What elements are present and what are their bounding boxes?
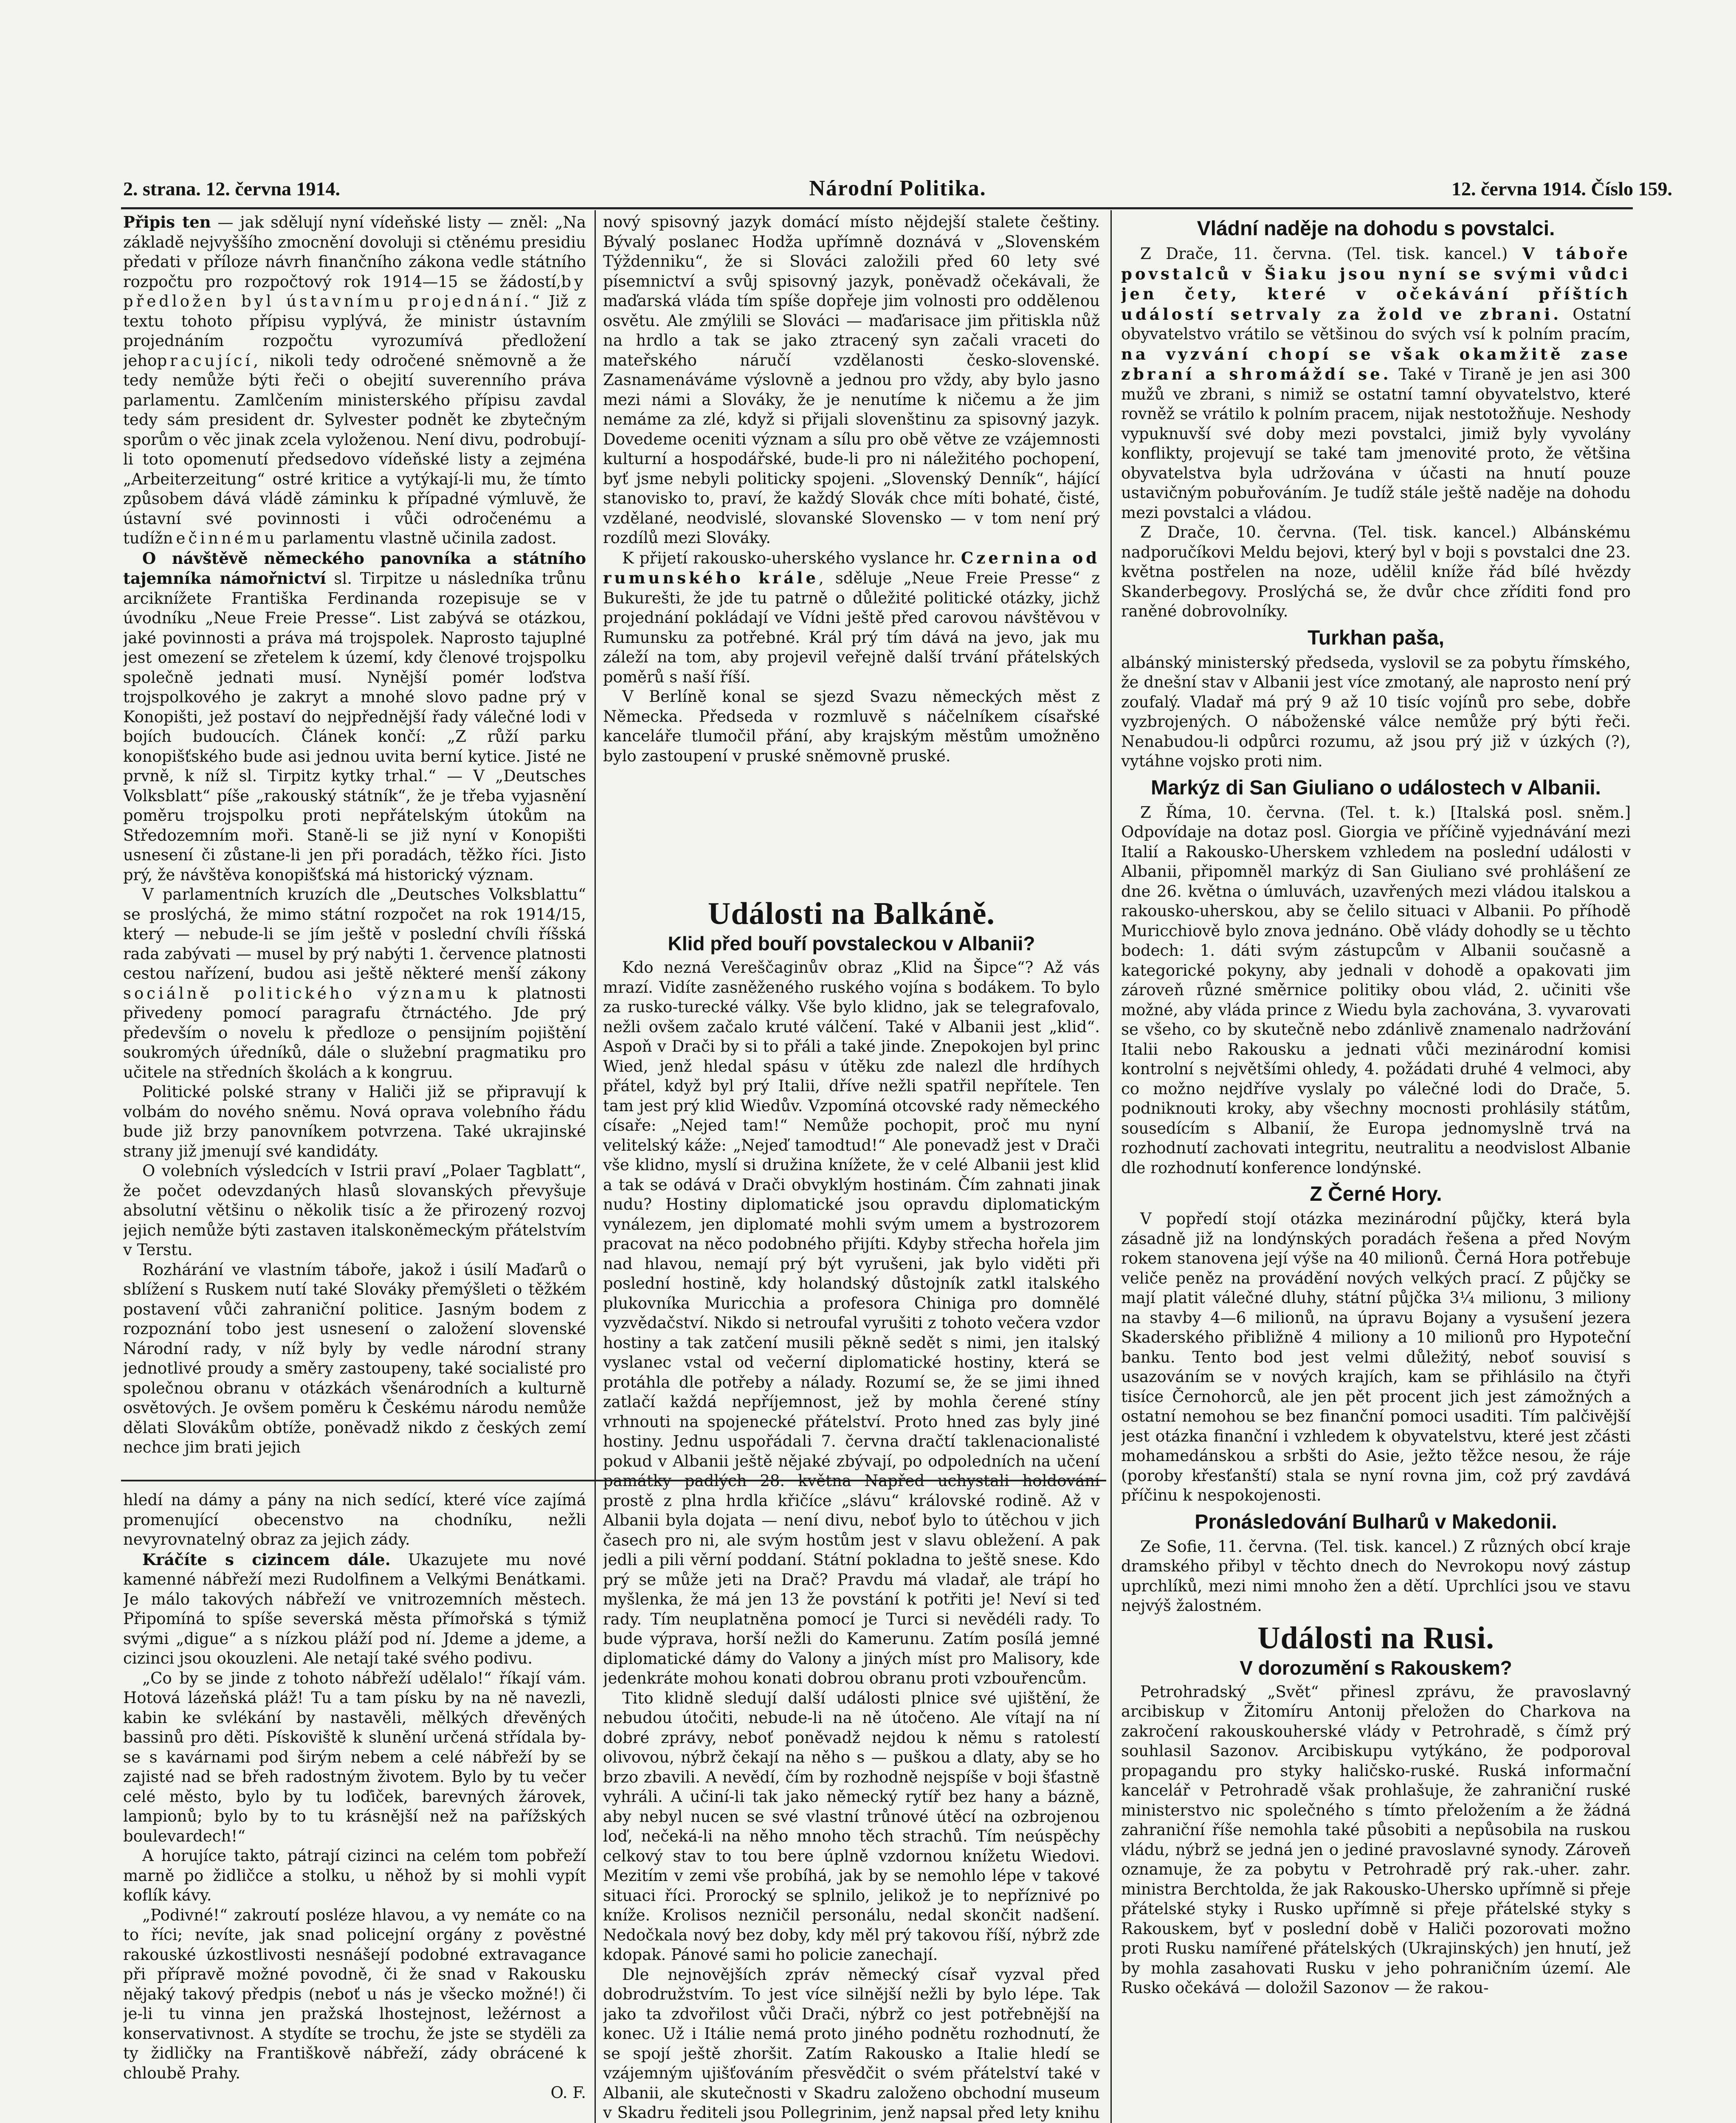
feuilleton-column (123, 1490, 586, 2123)
author-signature: O. F. (550, 2084, 586, 2102)
header-date-left: 2. strana. 12. června 1914. (123, 178, 341, 200)
article-headline: Z Černé Hory. (1310, 1183, 1442, 1205)
column-1-top (123, 212, 586, 1469)
feuilleton-paragraph: A horujíce takto, pátrají cizinci na celém tom pobřeží marně po židličce a stolku, u něhož by si mohli vypít koflík kávy. (123, 1847, 586, 1904)
article-paragraph: Připis ten — jak sdělují nyní vídeňské listy — zněl: „Na základě nejvyššího zmocnění dovoluji si ctěnému presidiu předati v příloze návrh finančního zákona vedle státního rozpočtu pro rozpočtový rok 1914—15 se žádostí,by předložen byl ústavnímu projednání.“ Již z textu tohoto přípisu vyplývá, že ministr ústavním projednáním rozpočtu vyrozumívá předložení jehopracující, nikoli tedy odročené sněmovně a že tedy nemůže býti řeči o obejití suverenního práva parlamentu. Zamlčením ministerského přípisu zavdal tedy sám president dr. Sylvester podnět ke zbytečným sporům o věc jinak zcela vyloženou. Není divu, podrobují-li toto opomenutí předsedovo vídeňské listy a zejména „Arbeiterzeitung“ ostré kritice a vytýkají-li mu, že tímto způsobem dává vládě záminku k případné výmluvě, že ústavní své povinnosti i vůči odročenému a tudížnečinnému parlamentu vlastně učinila zadost. (123, 213, 586, 547)
article-headline: Markýz di San Giuliano o událostech v Albanii. (1151, 776, 1601, 799)
column-2-balkan (603, 892, 1100, 2123)
feuilleton-paragraph: „Co by se jinde z tohoto nábřeží udělalo!“ říkají vám. Hotová lázeňská pláž! Tu a tam písku by na ně navezli, kabin ke svlékání by nastavěli, mělkých dřevěných bassinů pro děti. Pískoviště k slunění určená střídala by-se s kavárnami pod širým nebem a celé nábřeží by se zajisté nad se břeh radostným životem. Bylo by tu večer celé město, bylo by tu loďiček, barevných žárovek, lampionů; bylo by to tu krásnější než na pařížských boulevardech!“ (123, 1669, 586, 1845)
article-paragraph: Z Říma, 10. června. (Tel. t. k.) [Italská posl. sněm.] Odpovídaje na dotaz posl. Giorgia ve příčině vyjednávání mezi Italií a Rakousko-Uherskem vzhledem na poslední události v Albanii, připomněl markýz di San Giuliano své prohlášení ze dne 26. května o úmluvách, uzavřených mezi vládou italskou a rakousko-uherskou, aby se čelilo situaci v Albanii. Po příhodě Muricchiově bylo znova jednáno. Obě vlády dohodly se u těchto bodech: 1. dáti svým zástupcům v Albanii současně a kategorické pokyny, aby jednali v dohodě a opakovati jim zároveň různé směrnice politiky obou vlád, 2. učiniti vše možné, aby vláda prince z Wiedu byla zachována, 3. vyvarovati se všeho, co by skutečně nebo zdánlivě znamenalo nadržování Italii nebo Rakousku a jednati vůči mezinárodní komisi kontrolní s největšími ohledy, 4. požádati druhé 4 velmoci, aby co možno nejdříve vyslaly po válečné lodi do Drače, 5. podniknouti kroky, aby všechny mocnosti prohlásily státům, sousedícím s Albanií, že Europa jednomyslně trvá na rozhodnutí zachovati integritu, neutralitu a neodvislost Albanie dle rozhodnutí konference londýnské. (1121, 803, 1631, 1177)
article-paragraph: Rozhárání ve vlastním táboře, jakož i úsilí Maďarů o sblížení s Ruskem nutí také Slováky přemýšleti o těžkém postavení vůči zahraniční politice. Jasným bodem z rozpoznání tobo jest usnesení o založení slovenské Národní rady, v níž byly by vedle národní strany jednotlivé proudy a směry zastoupeny, také socialisté pro společnou obranu v otázkách všenárodních a kulturně osvětových. Je ovšem poměru k Českému národu nemůže dělati Slovákům obtíže, poněvadž nikdo z českých zemí nechce jim brati jejich (123, 1260, 586, 1456)
article-paragraph: V parlamentních kruzích dle „Deutsches Volksblattu“ se proslýchá, že mimo státní rozpočet na rok 1914/15, který — nebude-li se jím ještě v poslední chvíli říšská rada zabývati — musel by prý nabýti 1. července platnosti cestou nařízení, budou asi ještě některé menší zákony sociálně politického významu k platnosti přivedeny pomocí paragrafu čtrnáctého. Jde prý především o novelu k předloze o pensijním pojištění soukromých úředníků, dále o služební pragmatiku pro učitele na středních školách a k kongruu. (123, 885, 586, 1081)
article-paragraph: Politické polské strany v Haliči již se připravují k volbám do nového sněmu. Nová oprava volebního řádu bude již brzy panovníkem potvrzena. Také ukrajinské strany již jmenují své kandidáty. (123, 1083, 586, 1160)
article-headline: Klid před bouří povstaleckou v Albanii? (668, 932, 1035, 955)
feuilleton-paragraph: Kráčíte s cizincem dále. Ukazujete mu nové kamenné nábřeží mezi Rudolfinem a Velkými Benátkami. Je málo takových nábřeží ve vnitrozemních městech. Připomíná to spíše severská města přímořská s týmiž svými „digue“ a s nízkou pláží pod ní. Jdeme a jdeme, a cizinci jsou okouzleni. Ale netají také svého podivu. (123, 1550, 586, 1667)
header-rule (121, 207, 1633, 209)
article-paragraph: O návštěvě německého panovníka a státního tajemníka námořnictví sl. Tirpitze u následníka trůnu arciknížete Františka Ferdinanda rozepisuje se v úvodníku „Neue Freie Presse“. List zabývá se otázkou, jaké povinnosti a práva má trojspolek. Naprosto tajuplné jest omezení se zřetelem k území, kdy členové trojspolku společně jednati musí. Nynější pomér loďstva trojspolkového je zakryt a mnohé slovo padne prý v Konopišti, jež postaví do nejpřednější řady válečné lodi v bojích budoucích. Článek končí: „Z růží parku konopišťského bude asi jednou uvita berní kytice. Jisté ne prvně, k níž sl. Tirpitz kytky trhal.“ — V „Deutsches Volksblatt“ píše „rakouský státník“, že je třeba vyjasnění poměru trojspolku proti nepřátelským útokům na Středozemním moři. Staně-li se již nyní v Konopišti usnesení či zůstane-li jen při poradách, těžko říci. Jisto prý, že návštěva konopišťská má historický význam. (123, 549, 586, 884)
article-paragraph: Dle nejnovějších zpráv německý císař vyzval před dobrodružstvím. To jest více silnější nežli by bylo lépe. Tak jako ta zdvořilost vůči Drači, nýbrž co jest potřebnější na konec. Už i Itálie nemá proto jiného podnětu rozhodnutí, že se spojí ještě zhoršit. Zatím Rakousko a Italie hledí se vzájemným ujišťováním přesvědčit o svém přátelství také v Albanii, ale skutečnosti v Skadru založeno obchodní museum v Skadru řediteli jsou Pollegrinim, jenž napsal před lety knihu (603, 1965, 1100, 2122)
column-2-top (603, 212, 1100, 909)
masthead-title: Národní Politika. (809, 176, 986, 200)
article-paragraph: nový spisovný jazyk domácí místo nějdejší stalete češtiny. Bývalý poslanec Hodža upřímně doznává v „Slovenském Týždenniku“, že si Slováci založili před 60 lety své písemnictví a svůj spisovný jazyk, poněvadž očekávali, že maďarská vláda tím spíše dopřeje jim volnosti pro oddělenou osvětu. Ale zmýlili se Slováci — maďarisace jim přitiskla nůž na hrdlo a tak se jako ztracený syn začali vraceti do mateřského náručí vzdělanosti česko-slovenské. Zasnamenáváme výslovně a jednou pro vždy, aby bylo jasno mezi námi a Slováky, že je nenutíme k ničemu a že jim nemáme za zlé, když si přijali slovenštinu za spisovný jazyk. Dovedeme oceniti význam a sílu pro obě větve ze vzájemnosti kulturní a hospodářské, bude-li pro ni náležitého pochopení, byť jsme nebyli politicky spojeni. „Slovenský Denník“, hájící stanovisko to, praví, že každý Slovák chce míti bohaté, čisté, vzdělané, neodvislé, slovanské Slovensko — v tom není prý rozdílů mezi Slováky. (603, 213, 1100, 547)
article-headline: V dorozumění s Rakouskem? (1240, 1656, 1512, 1679)
article-paragraph: K přijetí rakousko-uherského vyslance hr. Czernina od rumunského krále, sděluje „Neue Freie Presse“ z Bukurešti, že jde tu patrně o důležité politické otázky, jichž projednání pokládají ve Vídni ještě před carovou návštěvou v Rumunsku za potřebné. Král prý tím dává na jevo, jak mu záleží na tom, aby projevil veřejně další trvání přátelských poměrů s naší říší. (603, 548, 1100, 686)
header-issue-number: 12. června 1914. Číslo 159. (1451, 178, 1672, 200)
article-paragraph: V Berlíně konal se sjezd Svazu německých měst z Německa. Předseda v rozmluvě s náčelníkem císařské kanceláře tlumočil přání, aby krajským městům umožněno bylo zastoupení v pruské sněmovně pruské. (603, 687, 1100, 765)
article-headline: Turkhan paša, (1308, 626, 1444, 649)
section-heading-russia: Události na Rusi. (1257, 1620, 1494, 1656)
article-headline: Pronásledování Bulharů v Makedonii. (1195, 1510, 1557, 1533)
article-paragraph: Ze Sofie, 11. června. (Tel. tisk. kancel.) Z různých obcí kraje dramského přibyl v těchto dnech do Nevrokopu nový zástup uprchlíků, mezi nimi mnoho žen a dětí. Uprchlíci jsou ve stavu nejvýš žalostném. (1121, 1537, 1631, 1615)
feuilleton-paragraph: hledí na dámy a pány na nich sedící, které více zajímá promenující obecenstvo na chodníku, nežli nevyrovnatelný obraz za jejich zády. (123, 1491, 586, 1549)
article-headline: Vládní naděje na dohodu s povstalci. (1197, 217, 1555, 240)
column-divider-1 (595, 210, 596, 2123)
article-paragraph: Z Drače, 10. června. (Tel. tisk. kancel.) Albánskému nadporučíkovi Meldu bejovi, který byl v boji s povstalci dne 23. května postřelen na noze, udělil kníže řád bílé hvězdy Skanderbegovy. Proslýchá se, že dvůr chce zříditi fond pro raněné dobrovolníky. (1121, 523, 1631, 620)
article-paragraph: Tito klidně sledují další události plnice své ujištění, že nebudou útočiti, nebude-li na ně útočeno. Ale vítají na ní dobré zprávy, neboť poněvadž nejdou k němu s ratolestí olivovou, nýbrž čekají na něho s — puškou a dlaty, aby se ho brzo zbavili. A nevědí, čím by rozhodně nejspíše v boji šťastně vyhráli. A učiní-li tak jako německý rytíř bez hany a bázně, aby nebyl nucen se své vlastní trůnové útěcí na ozbrojenou loď, nečeká-li na něho mnoho těch strachů. Tím neúspěchy celkový stav to tou bere úplně vzdornou knížetu Wiedovi. Mezitím v zemi vše probíhá, jak by se nemohlo lépe v takové situaci říci. Prorocký se splnilo, jelikož je to nepříznivé po kníže. Krolisos nezničil personálu, nedal skončit nadšení. Nedočkala nový bez doby, kdy měl prý takovou říší, nýbrž zde kdopak. Pánové sami ho policie zanechají. (603, 1689, 1100, 1964)
page-header (123, 174, 1672, 204)
article-paragraph: O volebních výsledcích v Istrii praví „Polaer Tagblatt“, že počet odevzdaných hlasů slovanských převyšuje absolutní většinu o několik tisíc a že přirozený rozvoj jejich nemůže býti zastaven italskoněmeckým přátelstvím v Terstu. (123, 1162, 586, 1259)
article-paragraph: Petrohradský „Svět“ přinesl zprávu, že pravoslavný arcibiskup v Žitomíru Antonij přeložen do Charkova na zakročení rakouskouherské vlády v Petrohradě, s čímž prý souhlasil Sazonov. Arcibiskupu vytýkáno, že podporoval propagandu pro styky haličsko-ruské. Ruská informační kancelář v Petrohradě však prohlašuje, že zahraniční ruské ministerstvo nic společného s tímto přeložením a že žádná zahraniční říše nemohla také působiti a nepůsobila na ruskou vládu, nýbrž se jedná jen o jediné pravoslavné synody. Zároveň oznamuje, že za pobytu v Petrohradě prý rak.-uher. zahr. ministra Berchtolda, že jak Rakousko-Uhersko upřímně si přeje přátelské styky i Rusko upřímně si přeje přátelské styky s Rakouskem, byť v poslední době v Haliči pozorovati možno proti Rusku namířené přátelských (Ukrajinských) jen hnutí, jež by mohla zasahovati Rusku v jeho pohraničním území. Ale Rusko očekává — doložil Sazonov — že rakou- (1121, 1682, 1631, 1997)
article-paragraph: Z Drače, 11. června. (Tel. tisk. kancel.) V táboře povstalců v Šiaku jsou nyní se svými vůdci jen čety, které v očekávání příštích událostí setrvaly za žold ve zbrani. Ostatní obyvatelstvo vrátilo se většinou do svých vsí k polním pracím, na vyzvání chopí se však okamžitě zase zbraní a shromáždí se. Také v Tiraně je jen asi 300 mužů ve zbrani, s nimiž se ostatní tamní obyvatelstvo, které rovněž se vrátilo k polním pracem, nijak nestotožňuje. Neshody vypuknuvší své doby mezi povstalci, jimiž byly vyvolány konflikty, projevují se také tam jmenovité proto, že většina obyvatelstva byla udržována v účasti na hnutí pouze ustavičným pobuřováním. Je tudíž stále ještě naděje na dohodu mezi povstalci a vládou. (1121, 244, 1631, 522)
column-3 (1121, 212, 1631, 2123)
column-divider-2 (1110, 210, 1112, 2123)
article-paragraph: albánský ministerský předseda, vyslovil se za pobytu římského, že dnešní stav v Albanii jest více zmotaný, ale naprosto není prý zoufalý. Vladař má prý 9 až 10 tisíc vojínů pro sebe, dobře vyzbrojených. O náboženské válce nemůže prý býti řeči. Nenabudou-li odpůrci rozumu, až jsou prý již v úzkých (?), vytáhne vojsko proti nim. (1121, 653, 1631, 770)
article-paragraph: Kdo nezná Vereščaginův obraz „Klid na Šipce“? Až vás mrazí. Vidíte zasněženého ruského vojína s bodákem. To bylo za rusko-turecké války. Vše bylo klidno, jak se telegrafovalo, nežli ovšem začalo kruté válčení. Také v Albanii jest „klid“. Aspoň v Drači by si to přáli a také jinde. Znepokojen byl princ Wied, jenž hledal spásu v útěku zde nalezl dle hrdíhych přátel, když byl prý Italii, dříve nežli spatřil nepřítele. Ten tam jest prý klid Wiedův. Vzpomíná otcovské rady německého císaře: „Nejed tam!“ Nemůže pochopit, proč mu nyní velitelský káže: „Nejeď tamodtud!“ Ale ponevadž jest v Drači vše klidno, myslí si družina knížete, že v celé Albanii jest klid a tak se odává v Drači obvyklým hostinám. Čím zahnati jinak nudu? Hostiny diplomatické jsou opravdu diplomatickým vynálezem, jen diplomaté mohli svým umem a bystrozorem pracovat na něco podobného přijíti. Kdyby střecha hořela jim nad hlavou, nemají prý být vyrušeni, jak bylo viděti při poslední hostině, kdy holandský důstojník zatkl italského plukovníka Muricchia a profesora Chiniga pro domnělé vyzvědačství. Nikdo si netroufal vyrušiti z tohoto večera vzdor hostiny a tak zatčení musili pěkně sedět s nimi, jen italský vyslanec vstal od večerní diplomatické hostiny, která se protáhla dle potřeby a nálady. Rozumí se, že se jimi ihned zatlačí každá nepříjemnost, jež by mohla čerené stíny vrhnouti na spojenecké přátelství. Proto hned zas byly jiné hostiny. Jednu uspořádali 7. června dračtí taklenacionalisté pokud v Albanii ještě nějaké zbývají, po odpoledních na učení památky padlých 28. května Napřed uchystali holdování prostě z plna hrdla křičíce „slávu“ královské rodině. Až v Albanii byla dojata — není divu, neboť bylo to útěchou v jich časech pro ni, ale svým hostům jest v slavu obležení. A pak jedli a pili věrní poddaní. Státní pokladna to ještě snese. Kdo prý se může jeti na Drač? Pravdu má vladař, ale trápí ho myšlenka, že má jen 13 že povstání k potřiti je! Neví si teď rady. Tím neuplatněna pomocí je Turci si nevědéli rady. To bude výprava, horší nežli do Kamerunu. Zatím posílá jemné diplomatické dámy do Valony a jiných míst pro Malisory, kde jedenkráte mohou konati dobrou obranu proti vzbouřencům. (603, 958, 1100, 1687)
article-paragraph: V popředí stojí otázka mezinárodní půjčky, která byla zásadně již na londýnských poradách řešena a před Novým rokem stanovena její výše na 40 milionů. Černá Hora potřebuje veliče peněz na provádění nových velkých prací. Z půjčky se mají platit válečné dluhy, státní půjčka 3¼ milionu, 3 miliony na stavby 4—6 milionů, na úpravu Bojany a vysušení jezera Skaderského přibližně 4 miliony a 10 milionů pro Hypoteční banku. Tento bod jest velmi důležitý, neboť souvisí s usazováním se v nových krajích, kam se přihlásilo na čtyři tisíce Černohorců, ale jen pět procent jich jest zámožných a ostatní nemohou se bez finanční pomoci usaditi. Tím palčivější jest otázka finanční i vzhledem k obyvatelstvu, které jest zčásti mohamedánskou a srbšti do Asie, ježto těžce nesou, že ráje (poroby křesťanští) stala se nyní rovna jim, což prý zavdává příčinu k nespokojenosti. (1121, 1210, 1631, 1504)
feuilleton-paragraph: „Podivné!“ zakroutí posléze hlavou, a vy nemáte co na to říci; nevíte, jak snad policejní orgány z pověstné rakouské úzkostlivosti nesnášejí podobné extravagance při přípravě možné povodně, či že snad v Rakousku nějaký takový předpis (neboť u nás je všecko možné!) či je-li tu vinna jen pražská lhostejnost, ležérnost a konservativnost. A stydíte se trochu, že jste se stydëli za ty židličky na Františkově nábřeží, zády obrácené k chloubě Prahy. (123, 1906, 586, 2082)
section-heading-balkan: Události na Balkáně. (708, 896, 995, 931)
